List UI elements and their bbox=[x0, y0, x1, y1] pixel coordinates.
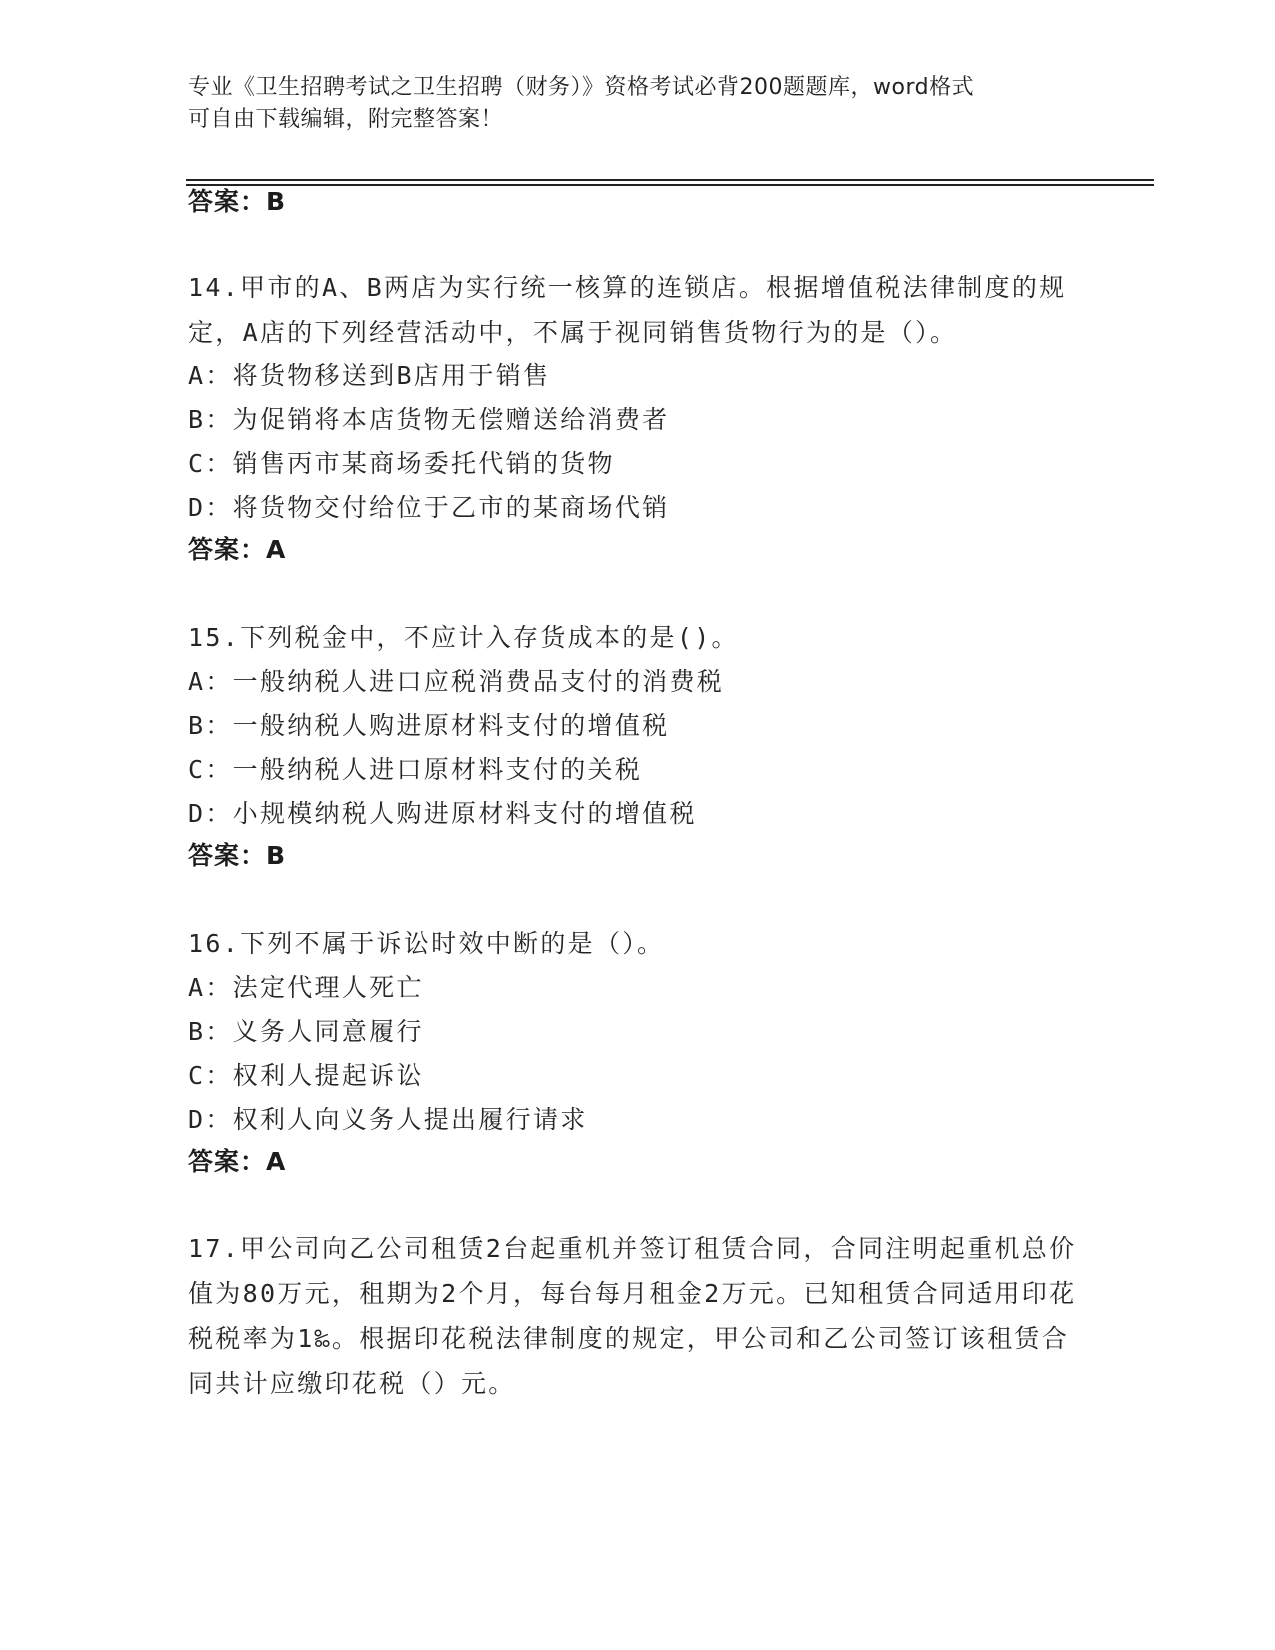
question-15-answer: 答案：B bbox=[188, 841, 287, 870]
question-16-answer: 答案：A bbox=[188, 1147, 287, 1176]
header-line-2: 可自由下载编辑，附完整答案！ bbox=[188, 107, 504, 132]
question-14-answer: 答案：A bbox=[188, 535, 287, 564]
question-15-option-b: B：一般纳税人购进原材料支付的增值税 bbox=[188, 711, 670, 740]
header-rule-top bbox=[186, 179, 1154, 181]
answer-13: 答案：B bbox=[188, 187, 287, 216]
question-15-stem: 15.下列税金中，不应计入存货成本的是()。 bbox=[188, 623, 739, 652]
question-14-option-b: B：为促销将本店货物无偿赠送给消费者 bbox=[188, 405, 670, 434]
question-15-option-c: C：一般纳税人进口原材料支付的关税 bbox=[188, 755, 643, 784]
question-15-option-d: D：小规模纳税人购进原材料支付的增值税 bbox=[188, 799, 697, 828]
question-16-option-c: C：权利人提起诉讼 bbox=[188, 1061, 424, 1090]
question-14-option-d: D：将货物交付给位于乙市的某商场代销 bbox=[188, 493, 670, 522]
question-15-option-a: A：一般纳税人进口应税消费品支付的消费税 bbox=[188, 667, 725, 696]
question-14-stem: 14.甲市的A、B两店为实行统一核算的连锁店。根据增值税法律制度的规定，A店的下列经营活动中，不属于视同销售货物行为的是（）。 bbox=[188, 273, 1067, 347]
question-16-option-a: A：法定代理人死亡 bbox=[188, 973, 424, 1002]
question-14-option-a: A：将货物移送到B店用于销售 bbox=[188, 361, 551, 390]
question-17-stem: 17.甲公司向乙公司租赁2台起重机并签订租赁合同，合同注明起重机总价值为80万元，租期为2个月，每台每月租金2万元。已知租赁合同适用印花税税率为1‰。根据印花税法律制度的规定，甲公司和乙公司签订该租赁合同共计应缴印花税（）元。 bbox=[188, 1234, 1077, 1398]
question-16-option-d: D：权利人向义务人提出履行请求 bbox=[188, 1105, 588, 1134]
document-header bbox=[188, 72, 1088, 136]
question-16-option-b: B：义务人同意履行 bbox=[188, 1017, 424, 1046]
question-14-option-c: C：销售丙市某商场委托代销的货物 bbox=[188, 449, 615, 478]
question-16-stem: 16.下列不属于诉讼时效中断的是（）。 bbox=[188, 929, 665, 958]
header-rule-bottom bbox=[186, 184, 1154, 186]
header-line-1: 专业《卫生招聘考试之卫生招聘（财务）》资格考试必背200题题库，word格式 bbox=[188, 75, 975, 100]
